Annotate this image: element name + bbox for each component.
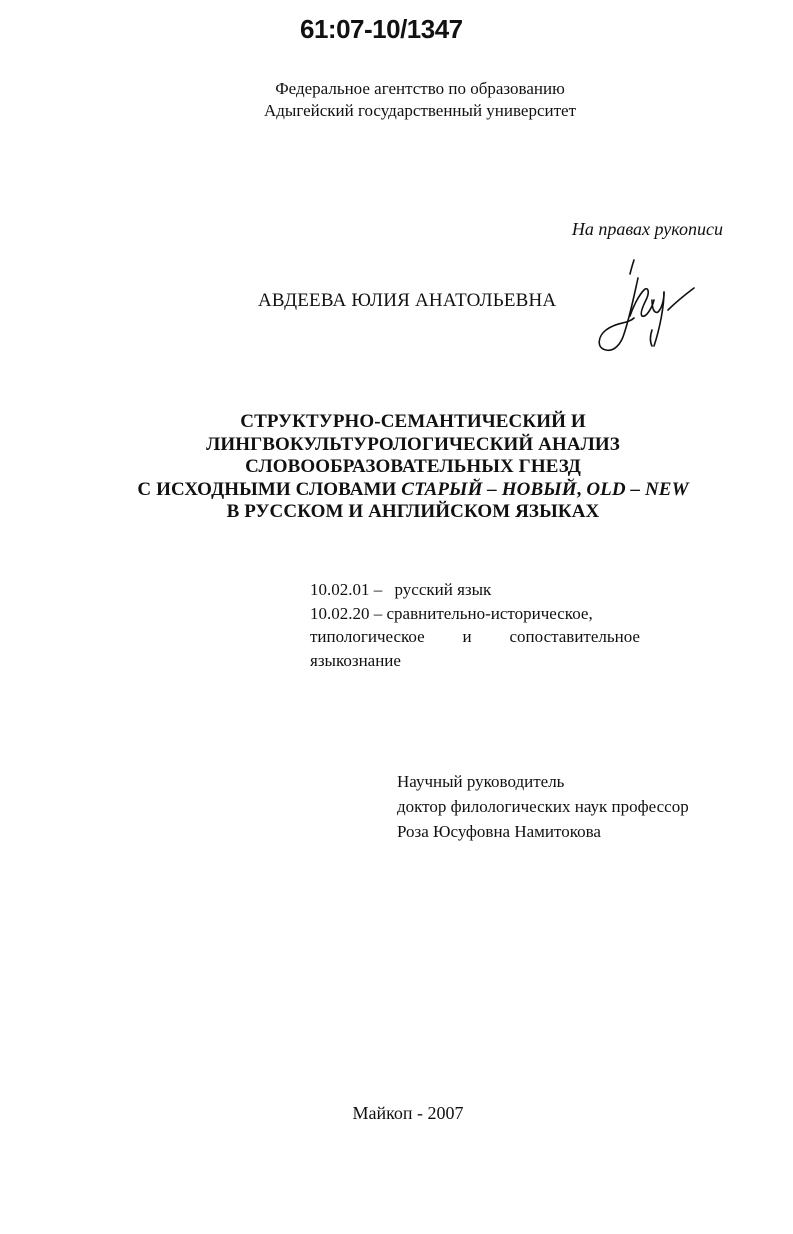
manuscript-rights: На правах рукописи bbox=[571, 219, 723, 239]
title-line-4-prefix: С ИСХОДНЫМИ СЛОВАМИ bbox=[137, 478, 402, 500]
title-separator: , bbox=[576, 478, 587, 500]
title-line-2: ЛИНГВОКУЛЬТУРОЛОГИЧЕСКИЙ АНАЛИЗ bbox=[206, 433, 620, 455]
title-russian-words: СТАРЫЙ – НОВЫЙ bbox=[401, 478, 577, 500]
title-line-3: СЛОВООБРАЗОВАТЕЛЬНЫХ ГНЕЗД bbox=[245, 456, 581, 477]
advisor-block bbox=[397, 769, 689, 844]
author-name: АВДЕЕВА ЮЛИЯ АНАТОЛЬЕВНА bbox=[258, 290, 557, 311]
specialty-last-line: языкознание bbox=[310, 650, 401, 670]
specialty-word: типологическое bbox=[310, 627, 425, 646]
specialty-name: русский язык bbox=[394, 580, 492, 599]
specialty-word: и bbox=[462, 627, 472, 646]
university-name: Адыгейский государственный университет bbox=[263, 101, 577, 120]
city-year: Майкоп - 2007 bbox=[352, 1103, 464, 1123]
title-english-words: OLD – NEW bbox=[586, 478, 689, 500]
specialty-continuation bbox=[310, 625, 640, 649]
title-line-4 bbox=[0, 479, 793, 502]
title-line-1: СТРУКТУРНО-СЕМАНТИЧЕСКИЙ И bbox=[240, 411, 586, 432]
signature-image bbox=[594, 256, 704, 356]
advisor-name: Роза Юсуфовна Намитокова bbox=[397, 822, 601, 841]
dissertation-title bbox=[0, 411, 793, 524]
specialty-code: 10.02.01 – bbox=[310, 580, 383, 599]
catalog-number: 61:07-10/1347 bbox=[300, 14, 463, 44]
advisor-degree: доктор филологических наук профессор bbox=[397, 797, 689, 816]
specialty-name: сравнительно-историческое, bbox=[386, 603, 593, 623]
institution-header bbox=[0, 78, 793, 122]
title-line-5: В РУССКОМ И АНГЛИЙСКОМ ЯЗЫКАХ bbox=[226, 501, 600, 522]
specialty-row bbox=[310, 578, 640, 602]
specialty-code: 10.02.20 – bbox=[310, 603, 383, 623]
specialty-row bbox=[310, 602, 640, 626]
specialty-block bbox=[310, 578, 640, 672]
specialty-word: сопоставительное bbox=[509, 627, 640, 646]
agency-name: Федеральное агентство по образованию bbox=[275, 79, 565, 98]
advisor-role: Научный руководитель bbox=[397, 772, 565, 791]
